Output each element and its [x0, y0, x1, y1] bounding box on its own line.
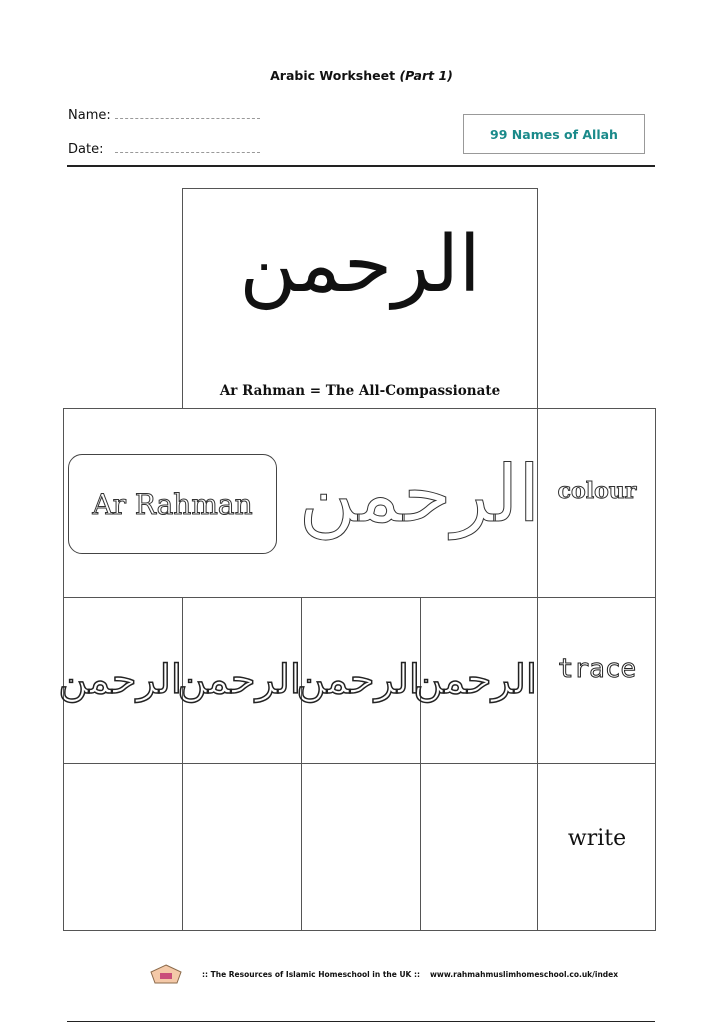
trace-arabic-4[interactable]: الرحمن	[413, 657, 537, 703]
write-cell-4[interactable]	[420, 764, 537, 930]
colour-arabic-outline[interactable]: الرحمن	[298, 450, 540, 540]
date-label: Date:	[68, 142, 104, 157]
row-label-colour: colour	[557, 478, 637, 504]
date-line[interactable]	[115, 152, 260, 153]
homeschool-logo-icon	[150, 964, 182, 984]
title-text: Arabic Worksheet	[270, 68, 396, 83]
write-cell-3[interactable]	[301, 764, 420, 930]
footer	[150, 962, 660, 986]
series-badge: 99 Names of Allah	[463, 114, 645, 154]
row-label-trace: trace	[557, 654, 637, 684]
colour-name-box[interactable]	[68, 454, 277, 554]
footer-tagline: :: The Resources of Islamic Homeschool in the UK ::	[202, 969, 420, 979]
title-part: (Part 1)	[399, 68, 453, 83]
header-divider	[67, 165, 655, 167]
row-label-write: write	[567, 826, 627, 851]
arabic-name-large: الرحمن	[239, 220, 481, 310]
name-meaning-caption: Ar Rahman = The All-Compassionate	[219, 383, 501, 399]
footer-divider	[67, 1021, 655, 1022]
footer-url[interactable]: www.rahmahmuslimhomeschool.co.uk/index	[429, 969, 619, 979]
colour-name-outline: Ar Rahman	[92, 487, 253, 521]
trace-arabic-2[interactable]: الرحمن	[177, 657, 301, 703]
write-cell-2[interactable]	[182, 764, 301, 930]
write-cell-1[interactable]	[63, 764, 182, 930]
name-label: Name:	[68, 108, 111, 123]
grid-row-divider	[63, 597, 656, 598]
trace-arabic-1[interactable]: الرحمن	[58, 657, 182, 703]
worksheet-title	[0, 68, 723, 83]
name-line[interactable]	[115, 118, 260, 119]
trace-arabic-3[interactable]: الرحمن	[296, 657, 420, 703]
